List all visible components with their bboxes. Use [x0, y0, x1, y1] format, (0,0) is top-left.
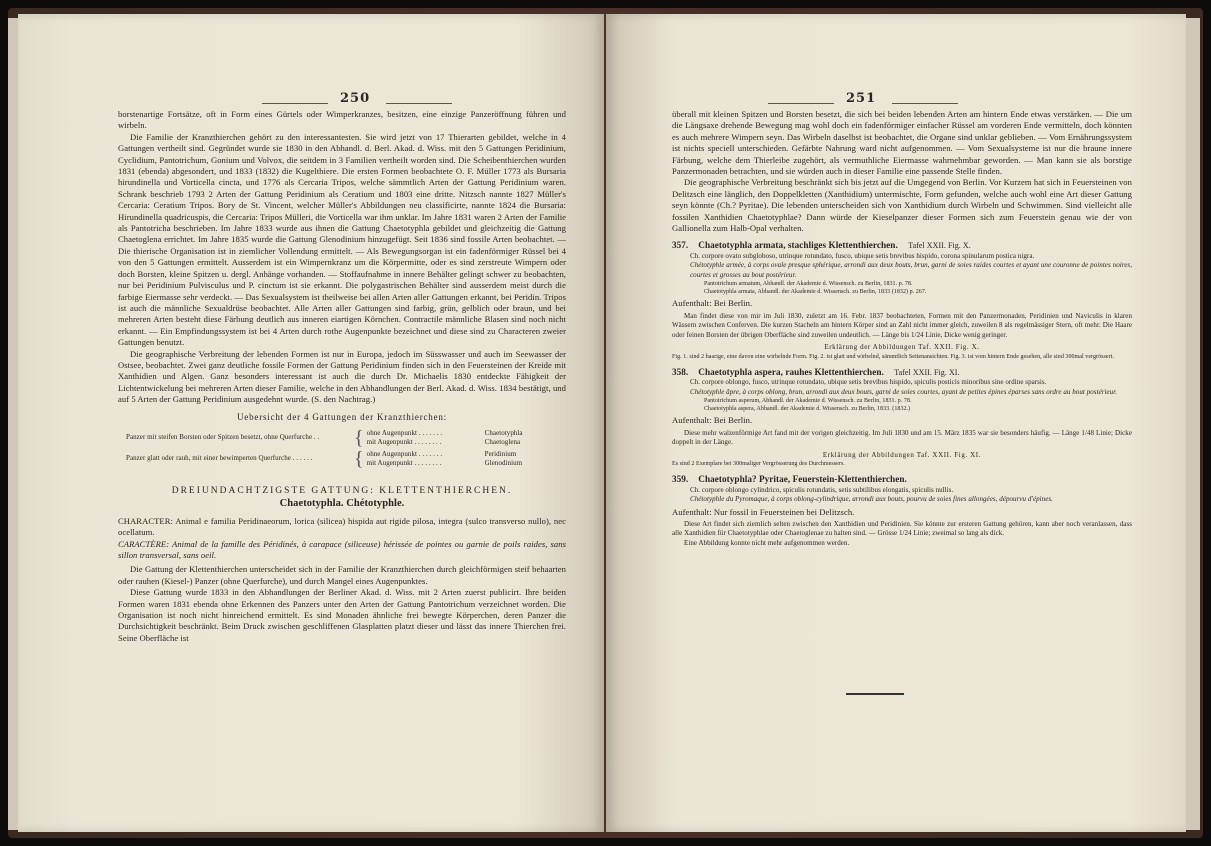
habitat: Aufenthalt: Nur fossil in Feuersteinen bei Delitzsch. [672, 506, 855, 517]
genus-name: Peridinium [484, 449, 517, 458]
character-latin: CHARACTER: Animal e familia Peridinaeorum, lorica (silicea) hispida aut rigide pilosa, integra (sulco transverso nullo), nec ocellatum. [118, 515, 566, 538]
header-rule-left [768, 103, 834, 104]
header-rule-right [386, 103, 452, 104]
page-number: 250 [340, 91, 371, 106]
table-cell: mit Augenpunkt . . . . . . . . [366, 437, 442, 446]
paragraph: Die Gattung der Klettenthierchen unterscheidet sich in der Familie der Kranzthierchen durch gleichförmigen steif behaarten oder rauhen (Kiesel-) Panzer (ohne Querfurche), und durch Mangel eines Augenpunktes. [118, 564, 566, 586]
habitat: Aufenthalt: Bei Berlin. [672, 415, 753, 426]
synonym: Pantotrichum armatum, Abhandl. der Akademie d. Wissensch. zu Berlin, 1831. p. 78. [704, 281, 913, 288]
table-cell: ohne Augenpunkt . . . . . . . [366, 449, 443, 458]
table-cell: ohne Augenpunkt . . . . . . . [366, 428, 443, 437]
synonym: Pantotrichum asperum, Abhandl. der Akademie d. Wissensch. zu Berlin, 1831. p. 78. [704, 398, 912, 405]
paragraph: Man findet diese von mir im Juli 1830, zuletzt am 16. Febr. 1837 beobachteten, Formen mit den Panzermonaden, Peridinien und Naviculis in klaren Wässern zwischen Conferven. Die kurzen Stacheln am hintern Körper sind an Zahl nicht immer gleich, zuweilen 8 als regelmässiger Stern, oft mehr. Die Haare oder feinen Borsten der übrigen Oberfläche sind zuweilen undeutlich. — Länge bis 1/24 Linie, Dicke wenig geringer. [672, 311, 1132, 339]
figure-explanation: Es sind 2 Exemplare bei 300maliger Vergrösserung des Durchmessers. [672, 461, 845, 468]
paragraph: überall mit kleinen Spitzen und Borsten besetzt, die sich bei beiden lebenden Arten am hintern Ende etwas verstärken. — Die um die Längsaxe drehende Bewegung mag wohl doch ein fadenförmiger einfacher Rüssel am vorderen Ende vermitteln, doch könnten es auch mehrere Wimpern seyn. Das Wirbeln daselbst ist beobachtet, die Organe sind unklar geblieben. — Vom Ernährungssystem ist nichts speciell unterschieden. Gefärbte Nahrung ward nicht aufgenommen. — Vom Sexualsysteme ist nur die braune innere Färbung, welche dem Thierleibe zugehört, als vermuthliche Eiermasse wahrnehmbar geworden. — Man kann sie als borstige Panzermonaden betrachten, und sie würden auch in dieser Familie eine passende Stelle finden. [672, 109, 1132, 177]
paragraph: Diese Art findet sich ziemlich selten zwischen den Xanthidien und Peridinien. Sie könnte zur ersteren Gattung gehören, kann aber noch veranlassen, dass alle Xanthidien für Chaetotyphlae oder Chaetoglenae zu halten sind. — Grösse 1/24 Linie; zweimal so lang als dick. [672, 519, 1132, 538]
species-heading: 358. Chaetotyphla aspera, rauhes Klettenthierchen. Tafel XXII. Fig. XI. [672, 366, 960, 377]
species-french: Chétotyphle armée, à corps ovale presque sphérique, arrondi aux deux bouts, brun, garni de soies raides courtes et ayant une couronne de pointes noires, courtes et grosses au bout postérieur. [690, 261, 1132, 279]
genus-name: Chaetotyphla [484, 428, 523, 437]
paragraph: Die geographische Verbreitung der lebenden Formen ist nur in Europa, jedoch im Süsswasser und auch im Seewasser der Ostsee, beobachtet. Zwei ganz deutliche fossile Formen der Gattung Peridinium finden sich in den Feuersteinen der Kreide mit Xanthidien und Algen. Ganz besonders interessant ist auch die durch Dr. Michaelis 1830 entdeckte Fähigkeit der Lichtentwickelung bei mehreren Arten dieser Familie, welche in den Abhandlungen der Berl. Akad. d. Wiss. 1834 bestätigt, und auf 5 Arten der Gattung Peridinium ausgedehnt wurde. (S. den Nachtrag.) [118, 348, 566, 405]
paragraph: Eine Abbildung konnte nicht mehr aufgenommen werden. [684, 538, 850, 547]
end-rule [846, 693, 904, 695]
page-edge-left [8, 18, 18, 830]
page-edge-right [1186, 18, 1200, 830]
table-cell: Panzer mit steifen Borsten oder Spitzen besetzt, ohne Querfurche . . [126, 433, 320, 442]
genus-name: Glenodinium [484, 458, 523, 467]
page-number: 251 [846, 91, 877, 106]
species-latin: Ch. corpore oblongo, fusco, utrinque rotundato, ubique setis brevibus hispido, spiculis posticis minoribus sine ordine sparsis. [690, 378, 1047, 387]
right-text-column [672, 109, 1132, 548]
table-cell: Panzer glatt oder rauh, mit einer bewimperten Querfurche . . . . . . [126, 454, 313, 463]
synonym: Chaetotyphla aspera, Abhandl. der Akademie d. Wissensch. zu Berlin, 1833. (1832.) [704, 406, 911, 413]
genera-overview-table [126, 426, 566, 470]
genus-heading: Chaetotyphla. Chétotyphle. [279, 498, 405, 510]
figure-explanation: Fig. 1. sind 2 haarige, eine davon eine wirbelnde Form. Fig. 2. ist glatt und wirbelnd, sämmtlich Seitenansichten. Fig. 3. ist vom hintern Ende gesehen, alle sind 300mal vergrössert. [672, 353, 1114, 360]
paragraph: Die geographische Verbreitung beschränkt sich bis jetzt auf die Umgegend von Berlin. Vor Kurzem hat sich in Feuersteinen von Delitzsch eine länglich, den Doppelkletten (Xanthidium) untermischte, Form gefunden, welche auch wohl eine Art dieser Gattung seyn könnte (Ch.? Pyritae). Die lebenden unterscheiden sich von Xanthidium durch Wirbeln und Schwimmen. Sind vielleicht alle fossilen Xanthidien Chaetotyphlae? Dann würde der Kieselpanzer dieser Formen sich zum Feuerstein genau wie der von Gallionella zum Halb-Opal verhalten. [672, 177, 1132, 234]
habitat: Aufenthalt: Bei Berlin. [672, 298, 753, 309]
synonym: Chaetotyphla armata, Abhandl. der Akademie d. Wissensch. zu Berlin, 1833 (1832) p. 267. [704, 289, 927, 296]
paragraph: Die Familie der Kranzthierchen gehört zu den interessantesten. Sie wird jetzt von 17 Thierarten gebildet, welche in 4 Gattungen vertheilt sind. Gegründet wurde sie 1830 in den Abhandl. d. Berl. Akad. d. Wiss. mit den 5 Gattungen Peridinium, Cyclidium, Pantotrichum, Gonium und Volvox, die seitdem in 3 Familien vertheilt worden sind. Die Scheibenthierchen wurden 1831 (ebenda) abgesondert, und 1833 (1832) die Kugelthiere. Die ersten Formen beobachtete O. F. Müller 1773 als Bursaria hirundinella und Vorticella cincta, und 1776 als Cercaria Tripos, welche sämmtlich Arten der Gattung Peridinium waren. Schrank beschrieb 1793 2 Arten der Gattung Peridinium als Ceratium und 1803 eine dritte. Nitzsch nannte 1827 Müller's Cercaria: Ceratium Tripos. Bory de St. Vincent, welcher Müller's Abbildungen neu classificirte, nannte 1824 die Bursaria: Hirundinella quadricuspis, die Cercaria: Tripos Mülleri, die Vorticella war ihm unklar. Im Jahre 1831 waren 2 Arten der Familie als Pantotricha beschrieben. Im Jahre 1833 wurde aus ihnen die Gattung Chaetotyphla gebildet und gleichzeitig die Gattung Chaetoglena errichtet. Im Jahre 1835 wurde die Gattung Glenodinium hinzugefügt. Seit 1836 sind fossile Arten beobachtet. — Die thierische Organisation ist in ziemlicher Vollendung ermittelt. — Als Bewegungsorgan ist ein fadenförmiger Rüssel bei 4 von den 5 Gattungen ermittelt. Ausserdem ist ein Wimpernkranz um die Körpermitte, oder es sind zerstreute Wimpern oder doch Borsten, kleine Spitzen u. dergl. Anhänge vorhanden. — Stoffaufnahme in innere Behälter gelingt schwer zu beobachten, nur bei Peridinium Pulvisculus und P. cinctum ist sie erkannt. Die polygastrischen Behälter sind ausserdem meist durch die farbige Eiermasse sehr verdeckt. — Das Sexualsystem ist theilweise bei allen Arten aller Gattungen erkannt, bei Peridin. Tripos ist auch die männliche Sexualdrüse beobachtet. Alle Arten aller Gattungen sind farbig, grün, gelblich oder braun, und bei mehreren Arten besteht diese Färbung deutlich aus inneren eiartigen Körnchen. Contractile männliche Blasen sind noch nicht erkannt. — Ein Empfindungssystem ist bei 4 Arten durch rothe Augenpunkte bezeichnet und diese sind zu Characteren zweier Gattungen benutzt. [118, 131, 566, 348]
species-latin: Ch. corpore oblongo cylindrico, spiculis rotundatis, setis subtilibus elongatis, spiculis nullis. [690, 485, 954, 494]
species-heading: 359. Chaetotyphla? Pyritae, Feuerstein-Klettenthierchen. [672, 474, 907, 485]
character-french: CARACTÈRE: Animal de la famille des Péridinés, à carapace (siliceuse) hérissée de pointes ou garnie de poils raides, sans sillon transversal, sans oeil. [118, 538, 566, 560]
left-text-column [118, 109, 566, 644]
overview-title: Uebersicht der 4 Gattungen der Kranzthierchen: [237, 411, 447, 422]
header-rule-right [892, 103, 958, 104]
paragraph: Diese Gattung wurde 1833 in den Abhandlungen der Berliner Akad. d. Wiss. mit 2 Arten zuerst publicirt. Ihre beiden Formen waren 1831 ebenda ohne Erkennen des Panzers unter den Arten der Gattung Pantotrichum verzeichnet worden. Die Organisation ist noch nicht hinreichend ermittelt. Es sind Monaden ähnliche frei bewegte Körperchen, deren Panzer die Durchsichtigkeit beschränkt. Beim Druck zwischen geschliffenen Glasplatten platzt dieser und lässt das innere Thierchen frei. Seine Oberfläche ist [118, 587, 566, 643]
species-french: Chétotyphle âpre, à corps oblong, brun, arrondi aux deux bouts, garni de soies courtes, ayant de petites épines éparses sans ordre au bout postérieur. [690, 387, 1118, 396]
species-heading: 357. Chaetotyphla armata, stachliges Klettenthierchen. Tafel XXII. Fig. X. [672, 240, 971, 251]
table-cell: mit Augenpunkt . . . . . . . . [366, 458, 442, 467]
left-page [18, 14, 604, 832]
paragraph: Diese mehr walzenförmige Art fand mit der vorigen gleichzeitig. Im Juli 1830 und am 15. März 1835 war sie besonders häufig. — Länge 1/48 Linie; Dicke doppelt in der Länge. [672, 428, 1132, 447]
species-latin: Ch. corpore ovato subgloboso, utrinque rotundato, fusco, ubique setis brevibus hispido, corona spinularum postica nigra. [690, 251, 1035, 260]
header-rule-left [262, 103, 328, 104]
paragraph: borstenartige Fortsätze, oft in Form eines Gürtels oder Wimperkranzes, besitzen, eine einzige Panzeröffnung führen und wirbeln. [118, 109, 566, 131]
right-page [606, 14, 1186, 832]
figure-explanation-title: Erklärung der Abbildungen Taf. XXII. Fig. XI. [822, 450, 982, 459]
species-french: Chétotyphle du Pyromaque, à corps oblong-cylindrique, arrondi aux bouts, pourvu de soies fines allongées, dépourvu d'épines. [690, 495, 1053, 503]
figure-explanation-title: Erklärung der Abbildungen Taf. XXII. Fig. X. [824, 343, 980, 352]
table-row: Panzer mit steifen Borsten oder Spitzen besetzt, ohne Querfurche . . { ohne Augenpunkt . . . . . . . Chaetotyphla mit Augenpunkt . . . . . . . . Chaetoglena [126, 426, 523, 449]
table-row: Panzer glatt oder rauh, mit einer bewimperten Querfurche . . . . . . { ohne Augenpunkt . . . . . . . Peridinium mit Augenpunkt . . . . . . . . Glenodinium [126, 447, 523, 470]
genus-name: Chaetoglena [484, 437, 521, 446]
section-heading: DREIUNDACHTZIGSTE GATTUNG: KLETTENTHIERCHEN. [171, 485, 513, 496]
